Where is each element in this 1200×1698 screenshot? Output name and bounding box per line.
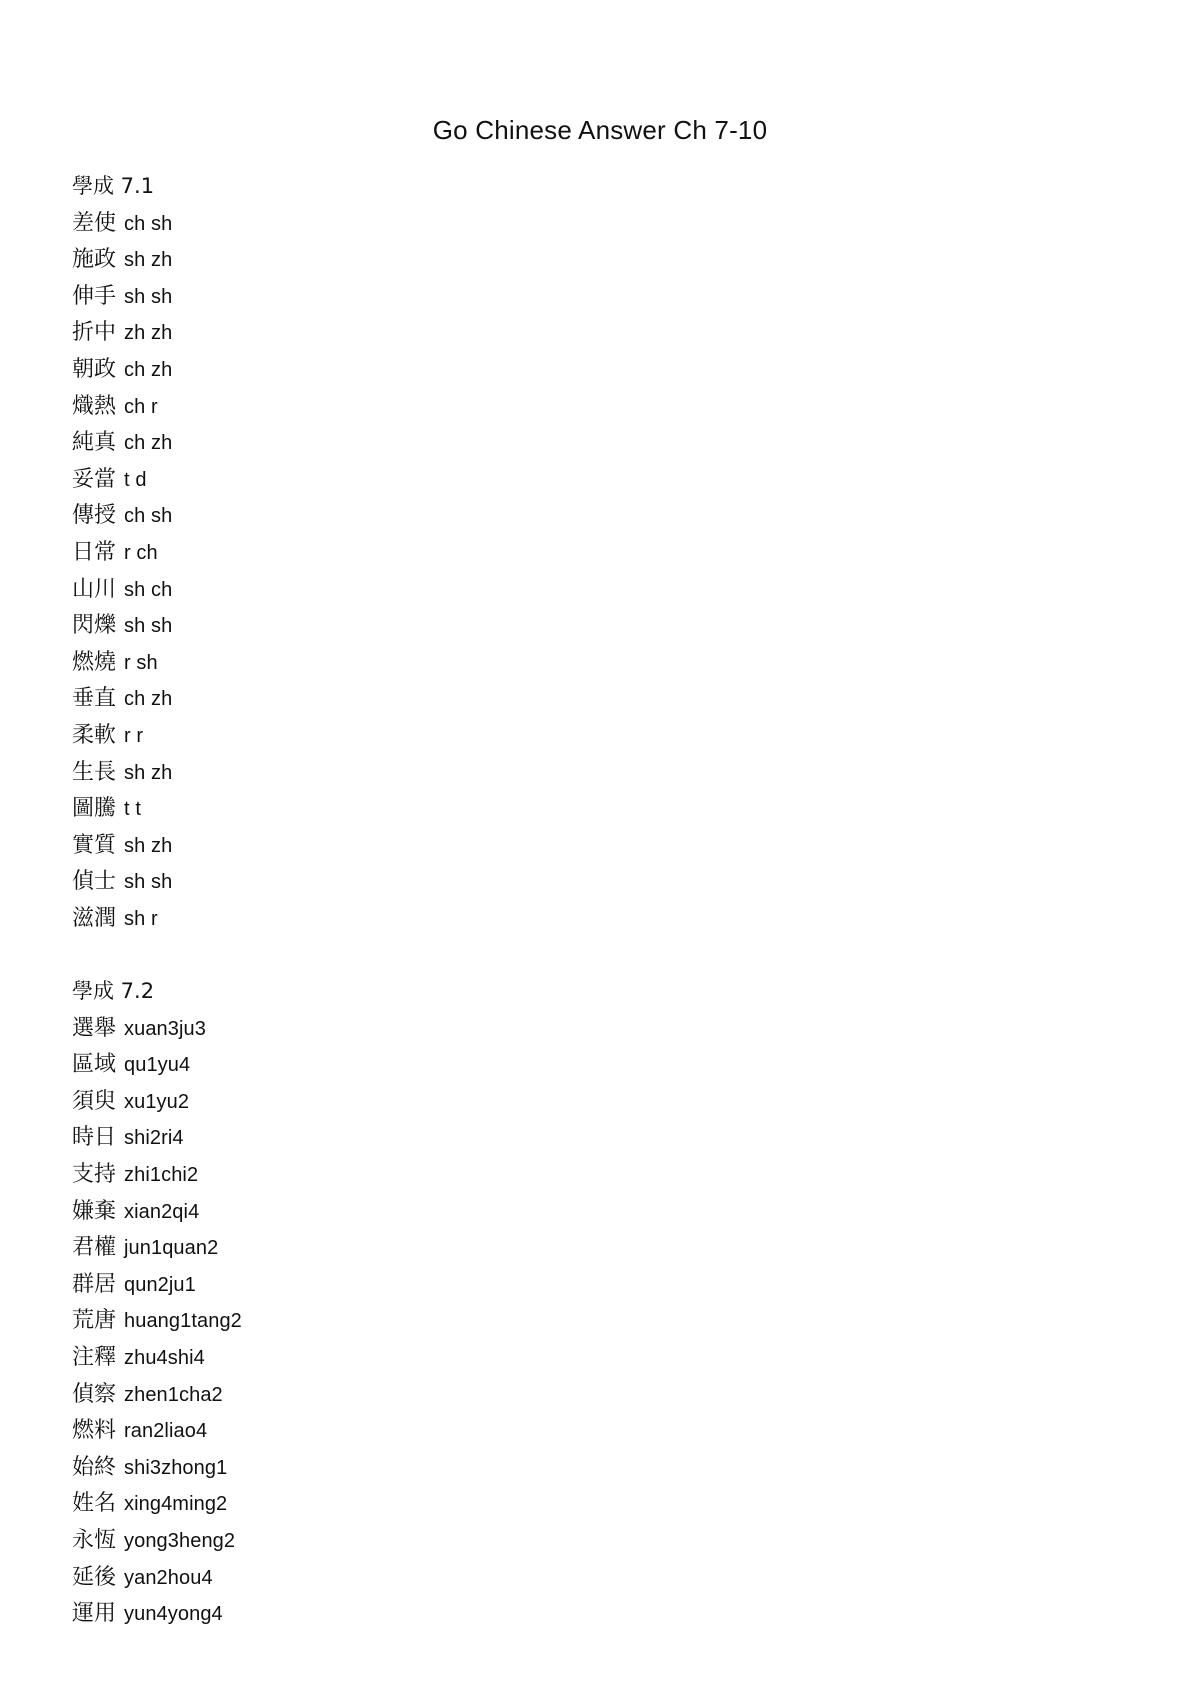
phonetic-answer: sh sh [124,871,173,894]
pinyin-answer: ran2liao4 [124,1420,208,1443]
phonetic-answer: zh zh [124,322,173,345]
phonetic-answer: r ch [124,541,158,564]
answer-line [72,1010,1112,1047]
vocabulary-word: 閃爍 [72,613,117,639]
answer-line [72,863,1112,900]
pinyin-answer: yong3heng2 [124,1529,236,1552]
vocabulary-word: 滋潤 [72,905,117,931]
answer-line [72,1229,1112,1266]
vocabulary-word: 燃燒 [72,649,117,675]
pinyin-answer: xuan3ju3 [124,1017,206,1040]
vocabulary-word: 荒唐 [72,1308,117,1334]
pinyin-answer: huang1tang2 [124,1310,242,1333]
pinyin-answer: qun2ju1 [124,1273,196,1296]
pinyin-answer: jun1quan2 [124,1237,219,1260]
vocabulary-word: 施政 [72,247,117,273]
pinyin-answer: shi3zhong1 [124,1456,228,1479]
answer-line [72,241,1112,278]
phonetic-answer: sh r [124,907,158,930]
vocabulary-word: 須臾 [72,1088,117,1114]
answer-line [72,205,1112,242]
vocabulary-word: 運用 [72,1601,117,1627]
vocabulary-word: 垂直 [72,686,117,712]
phonetic-answer: sh zh [124,834,173,857]
answer-line [72,1339,1112,1376]
answer-line [72,424,1112,461]
vocabulary-word: 注釋 [72,1345,117,1370]
answer-line [72,1083,1112,1120]
answer-line [72,717,1112,754]
vocabulary-word: 傳授 [72,503,117,529]
vocabulary-word: 折中 [72,320,117,346]
pinyin-answer: xu1yu2 [124,1090,190,1113]
vocabulary-word: 實質 [72,832,117,858]
answer-line [72,790,1112,827]
vocabulary-word: 延後 [72,1564,117,1590]
phonetic-answer: sh zh [124,249,173,272]
answer-line [72,680,1112,717]
phonetic-answer: sh sh [124,285,173,308]
phonetic-answer: ch sh [124,212,173,235]
vocabulary-word: 生長 [72,759,117,785]
vocabulary-word: 始終 [72,1454,117,1480]
vocabulary-word: 偵士 [72,869,117,895]
answer-line [72,461,1112,498]
vocabulary-word: 妥當 [72,466,117,492]
answer-line [72,1522,1112,1559]
answer-line [72,278,1112,315]
answer-line [72,900,1112,937]
phonetic-answer: ch zh [124,358,173,381]
phonetic-answer: sh zh [124,761,173,784]
answer-line [72,497,1112,534]
vocabulary-word: 朝政 [72,356,117,382]
section-7-2 [72,973,1112,1632]
pinyin-answer: qu1yu4 [124,1054,191,1077]
vocabulary-word: 永恆 [72,1527,117,1553]
answer-line [72,534,1112,571]
answer-line [72,1559,1112,1596]
page-title: Go Chinese Answer Ch 7-10 [432,115,768,145]
answer-line [72,1266,1112,1303]
answer-line [72,1449,1112,1486]
answer-line [72,314,1112,351]
answer-line [72,827,1112,864]
pinyin-answer: zhu4shi4 [124,1347,205,1369]
answer-line [72,1046,1112,1083]
vocabulary-word: 區域 [72,1052,117,1078]
answer-line [72,1376,1112,1413]
vocabulary-word: 差使 [72,210,117,236]
pinyin-answer: zhen1cha2 [124,1383,223,1406]
vocabulary-word: 日常 [72,539,117,565]
answer-line [72,571,1112,608]
answer-line [72,644,1112,681]
section-7-1 [72,168,1112,936]
answer-content [72,168,1112,1632]
vocabulary-word: 圖騰 [72,796,117,822]
phonetic-answer: r sh [124,651,158,674]
vocabulary-word: 支持 [72,1162,117,1188]
answer-line [72,1302,1112,1339]
vocabulary-word: 時日 [72,1125,117,1151]
pinyin-answer: xian2qi4 [124,1200,200,1223]
vocabulary-word: 山川 [72,576,117,602]
pinyin-answer: yun4yong4 [124,1603,223,1626]
answer-line [72,1485,1112,1522]
phonetic-answer: ch r [124,395,158,418]
vocabulary-word: 君權 [72,1235,117,1261]
phonetic-answer: ch zh [124,688,173,711]
phonetic-answer: sh sh [124,615,173,638]
vocabulary-word: 純真 [72,430,117,456]
pinyin-answer: yan2hou4 [124,1566,213,1589]
vocabulary-word: 偵察 [72,1381,117,1407]
phonetic-answer: t t [124,798,141,821]
vocabulary-word: 嫌棄 [72,1198,117,1224]
vocabulary-word: 群居 [72,1271,117,1297]
phonetic-answer: t d [124,468,147,491]
vocabulary-word: 燃料 [72,1418,117,1444]
answer-line [72,754,1112,791]
answer-line [72,1193,1112,1230]
answer-line [72,1156,1112,1193]
answer-line [72,1412,1112,1449]
phonetic-answer: ch sh [124,505,173,528]
answer-line [72,607,1112,644]
phonetic-answer: r r [124,724,144,747]
phonetic-answer: sh ch [124,578,173,601]
answer-line [72,388,1112,425]
vocabulary-word: 選舉 [72,1015,117,1041]
answer-line [72,1595,1112,1632]
vocabulary-word: 柔軟 [72,722,117,748]
pinyin-answer: xing4ming2 [124,1493,228,1516]
section-heading: 學成 7.1 [72,174,155,198]
answer-line [72,351,1112,388]
section-heading: 學成 7.2 [72,979,155,1004]
vocabulary-word: 姓名 [72,1491,117,1517]
vocabulary-word: 熾熱 [72,393,117,419]
pinyin-answer: shi2ri4 [124,1127,184,1150]
pinyin-answer: zhi1chi2 [124,1164,199,1187]
phonetic-answer: ch zh [124,432,173,455]
vocabulary-word: 伸手 [72,283,117,309]
answer-line [72,1119,1112,1156]
